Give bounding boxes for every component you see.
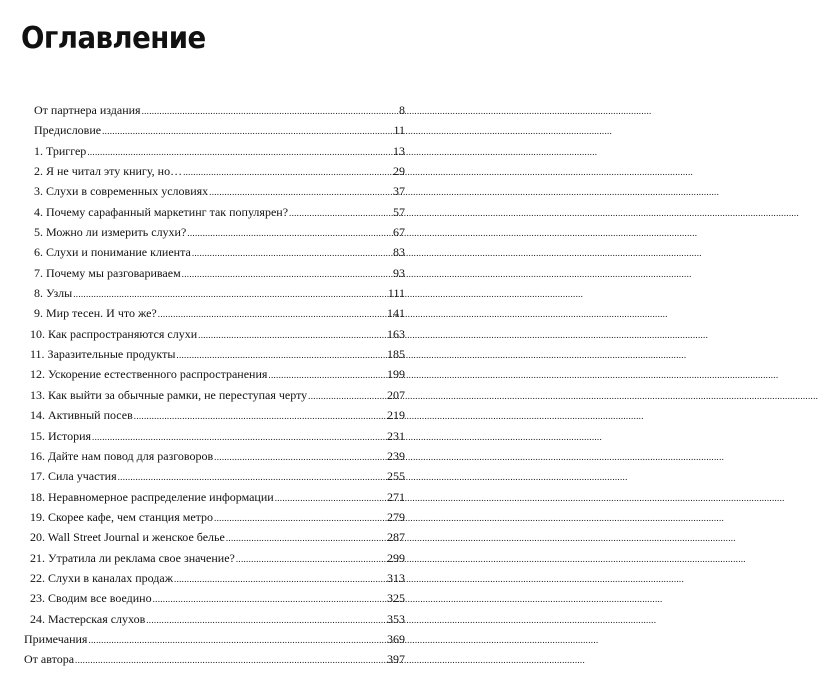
- toc-entry-page: 271: [387, 489, 405, 504]
- toc-entry[interactable]: [30, 203, 405, 223]
- toc-entry-title: 12. Ускорение естественного распространения: [30, 367, 268, 382]
- toc-entry-title: 2. Я не читал эту книгу, но…: [34, 164, 183, 179]
- toc-entry-title: 22. Слухи в каналах продаж: [30, 570, 174, 585]
- toc-entry-page: 163: [387, 326, 405, 341]
- toc-entry[interactable]: [30, 284, 405, 304]
- toc-entry[interactable]: [30, 142, 405, 162]
- toc-leader-dots: [214, 509, 386, 528]
- toc-entry[interactable]: [30, 508, 405, 528]
- toc-entry-page: 13: [393, 143, 405, 158]
- toc-entry-page: 299: [387, 550, 405, 565]
- toc-entry[interactable]: [30, 528, 405, 548]
- toc-entry-title: 3. Слухи в современных условиях: [34, 184, 209, 199]
- toc-entry-title: Предисловие: [34, 123, 102, 138]
- toc-entry-page: 219: [387, 408, 405, 423]
- toc-leader-dots: [236, 550, 386, 569]
- toc-leader-dots: [146, 611, 386, 630]
- toc-leader-dots: [289, 204, 392, 223]
- toc-leader-dots: [118, 468, 386, 487]
- toc-entry[interactable]: [30, 264, 405, 284]
- toc-entry-page: 239: [387, 448, 405, 463]
- toc-entry[interactable]: [30, 365, 405, 385]
- toc-entry[interactable]: [30, 121, 405, 141]
- table-of-contents: [24, 101, 405, 671]
- toc-entry-title: 4. Почему сарафанный маркетинг так популярен?: [34, 204, 289, 219]
- toc-entry-title: 10. Как распространяются слухи: [30, 326, 198, 341]
- toc-leader-dots: [87, 143, 392, 162]
- toc-entry-title: От автора: [24, 652, 75, 667]
- toc-entry-page: 397: [387, 652, 405, 667]
- toc-entry-page: 11: [393, 123, 405, 138]
- toc-leader-dots: [183, 163, 392, 182]
- toc-entry-title: 8. Узлы: [34, 286, 73, 301]
- toc-entry-title: 15. История: [30, 428, 92, 443]
- toc-entry-title: 13. Как выйти за обычные рамки, не переступая черту: [30, 387, 308, 402]
- toc-entry-title: 5. Можно ли измерить слухи?: [34, 225, 187, 240]
- toc-leader-dots: [88, 631, 386, 650]
- toc-leader-dots: [198, 326, 386, 345]
- toc-entry[interactable]: [30, 325, 405, 345]
- toc-entry[interactable]: [30, 569, 405, 589]
- toc-entry-page: 67: [393, 225, 405, 240]
- toc-entry-page: 29: [393, 164, 405, 179]
- toc-entry-title: 7. Почему мы разговариваем: [34, 265, 181, 280]
- toc-entry[interactable]: [30, 549, 405, 569]
- toc-leader-dots: [142, 102, 398, 121]
- toc-entry-title: 1. Триггер: [34, 143, 87, 158]
- toc-entry-title: Примечания: [24, 631, 88, 646]
- toc-entry-title: 18. Неравномерное распределение информации: [30, 489, 274, 504]
- toc-entry-page: 199: [387, 367, 405, 382]
- toc-entry[interactable]: [30, 223, 405, 243]
- toc-entry-page: 207: [387, 387, 405, 402]
- toc-entry-title: 9. Мир тесен. И что же?: [34, 306, 157, 321]
- toc-leader-dots: [73, 285, 387, 304]
- toc-leader-dots: [134, 407, 386, 426]
- toc-leader-dots: [102, 122, 392, 141]
- toc-entry-page: 353: [387, 611, 405, 626]
- toc-entry[interactable]: [30, 610, 405, 630]
- toc-entry[interactable]: [30, 406, 405, 426]
- toc-entry-page: 255: [387, 469, 405, 484]
- toc-entry[interactable]: [30, 101, 405, 121]
- toc-leader-dots: [92, 428, 386, 447]
- toc-entry-page: 185: [387, 347, 405, 362]
- toc-leader-dots: [214, 448, 386, 467]
- toc-entry-title: 16. Дайте нам повод для разговоров: [30, 448, 214, 463]
- toc-entry-title: 20. Wall Street Journal и женское белье: [30, 530, 225, 545]
- toc-entry-page: 279: [387, 509, 405, 524]
- toc-entry[interactable]: [30, 589, 405, 609]
- toc-leader-dots: [268, 366, 386, 385]
- toc-entry-page: 8: [399, 103, 405, 117]
- toc-leader-dots: [75, 651, 386, 670]
- toc-leader-dots: [192, 244, 392, 263]
- toc-entry-page: 57: [393, 204, 405, 219]
- toc-entry-page: 231: [387, 428, 405, 443]
- toc-entry-title: 14. Активный посев: [30, 408, 133, 423]
- toc-leader-dots: [209, 183, 392, 202]
- toc-entry-title: 6. Слухи и понимание клиента: [34, 245, 191, 260]
- toc-entry-page: 111: [387, 286, 405, 301]
- toc-entry-title: 24. Мастерская слухов: [30, 611, 146, 626]
- toc-entry[interactable]: [30, 162, 405, 182]
- toc-entry[interactable]: [30, 304, 405, 324]
- toc-entry[interactable]: [30, 182, 405, 202]
- toc-leader-dots: [308, 387, 386, 406]
- toc-entry-page: 287: [387, 530, 405, 545]
- toc-entry[interactable]: [30, 467, 405, 487]
- toc-leader-dots: [187, 224, 392, 243]
- toc-entry-title: 19. Скорее кафе, чем станция метро: [30, 509, 214, 524]
- toc-entry-title: 11. Заразительные продукты: [30, 347, 176, 362]
- toc-entry[interactable]: [30, 386, 405, 406]
- toc-entry-page: 313: [387, 570, 405, 585]
- toc-entry[interactable]: [30, 488, 405, 508]
- toc-entry[interactable]: [24, 650, 405, 670]
- toc-entry[interactable]: [30, 427, 405, 447]
- toc-leader-dots: [176, 346, 386, 365]
- toc-entry-page: 83: [393, 245, 405, 260]
- toc-leader-dots: [182, 265, 392, 284]
- toc-leader-dots: [153, 590, 386, 609]
- toc-entry-page: 37: [393, 184, 405, 199]
- toc-entry-page: 141: [387, 306, 405, 321]
- toc-leader-dots: [275, 489, 386, 508]
- toc-entry-title: 21. Утратила ли реклама свое значение?: [30, 550, 235, 565]
- toc-entry-page: 369: [387, 631, 405, 646]
- toc-leader-dots: [226, 529, 386, 548]
- page-title: Оглавление: [21, 21, 206, 56]
- toc-entry-title: От партнера издания: [34, 103, 141, 117]
- toc-entry-page: 325: [387, 591, 405, 606]
- toc-leader-dots: [158, 305, 386, 324]
- toc-entry-page: 93: [393, 265, 405, 280]
- toc-entry[interactable]: [24, 630, 405, 650]
- toc-entry-title: 17. Сила участия: [30, 469, 117, 484]
- toc-entry[interactable]: [30, 447, 405, 467]
- toc-entry[interactable]: [30, 345, 405, 365]
- toc-entry[interactable]: [30, 243, 405, 263]
- toc-entry-title: 23. Сводим все воедино: [30, 591, 152, 606]
- toc-leader-dots: [174, 570, 386, 589]
